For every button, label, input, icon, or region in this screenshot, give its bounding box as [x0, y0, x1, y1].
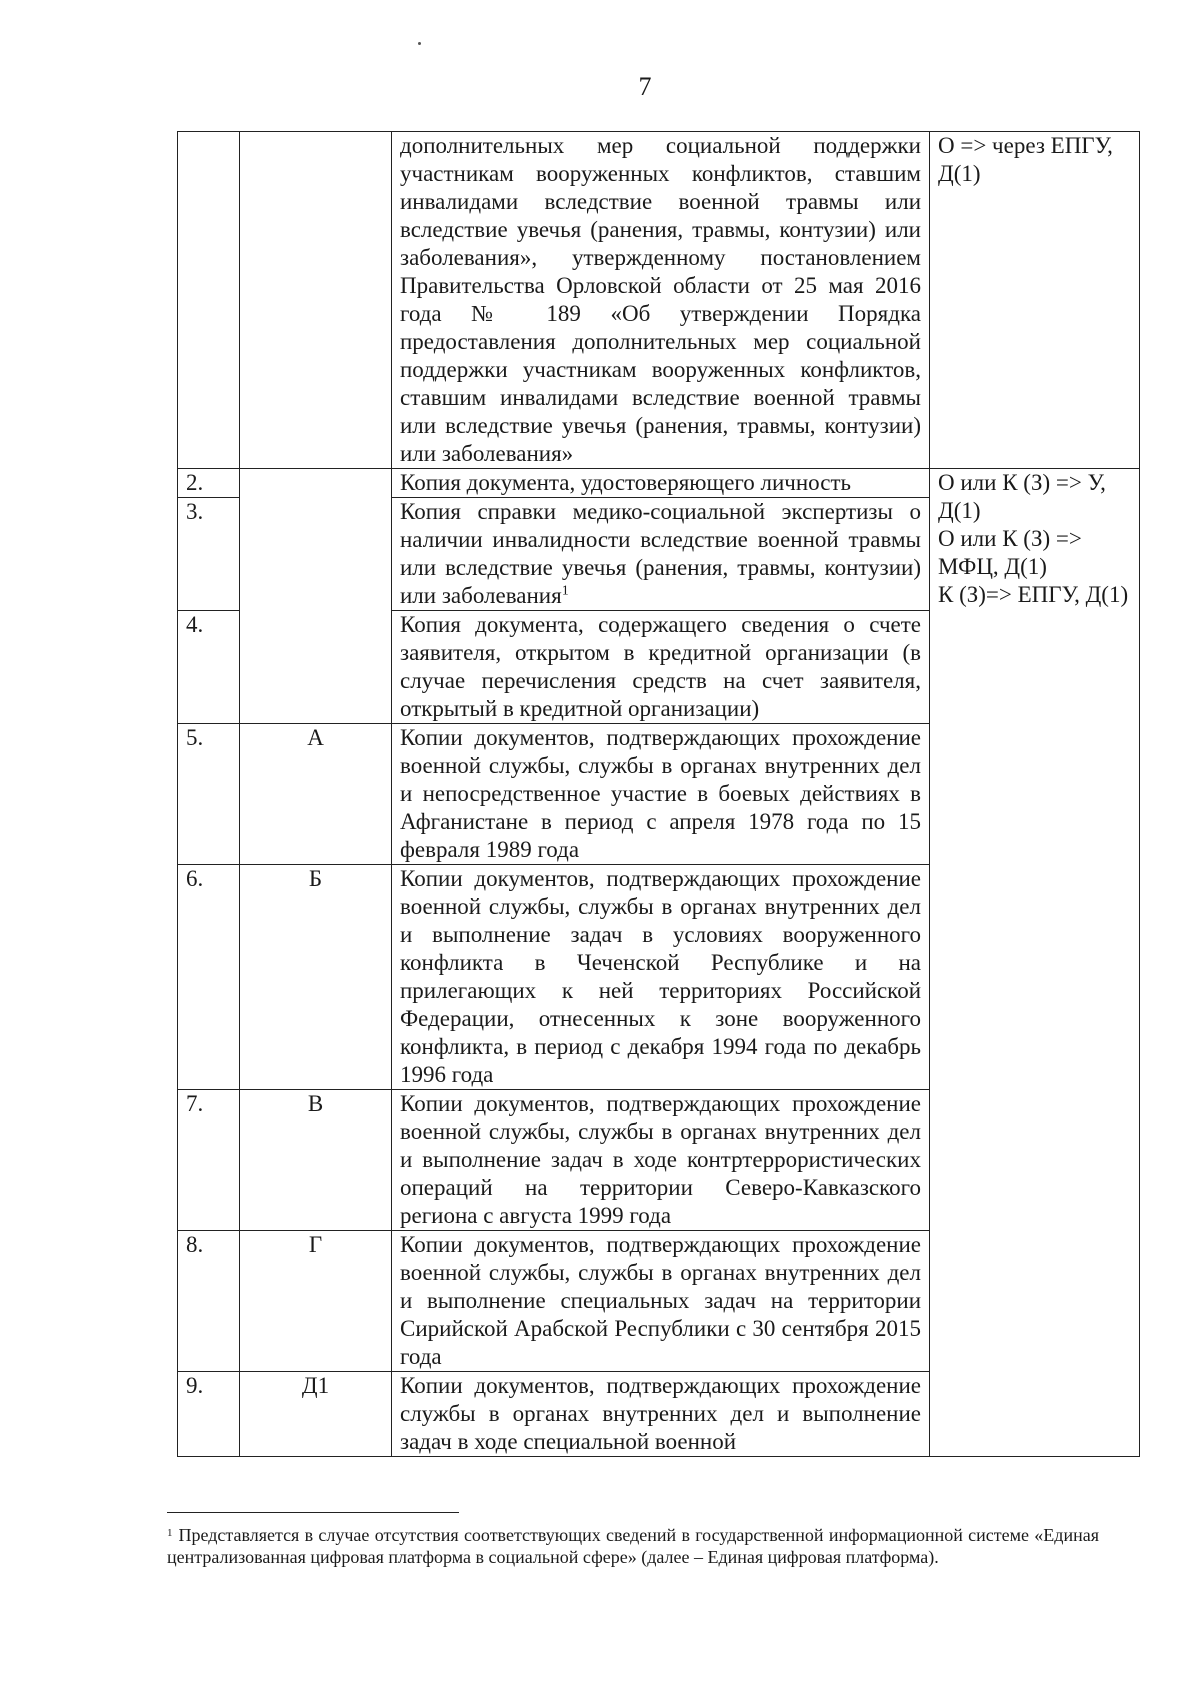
page-number: 7 [638, 72, 652, 101]
category-code: А [240, 724, 392, 865]
document-description: Копия документа, содержащего сведения о счете заявителя, открытом в кредитной организации (в случае перечисления средств на счет заявителя, открытый в кредитной организации) [392, 611, 930, 724]
category-code [240, 132, 392, 469]
submission-method: О => через ЕПГУ, Д(1) [930, 132, 1140, 469]
footnote [167, 1524, 1099, 1568]
table-row [178, 132, 1140, 469]
row-number: 6. [178, 865, 240, 1090]
document-description [392, 498, 930, 611]
category-code: Б [240, 865, 392, 1090]
row-number: 7. [178, 1090, 240, 1231]
document-description: Копии документов, подтверждающих прохождение военной службы, службы в органах внутренних дел и непосредственное участие в боевых действиях в Афганистане в период с апреля 1978 года по 15 февраля 1989 года [392, 724, 930, 865]
document-description: Копии документов, подтверждающих прохождение службы в органах внутренних дел и выполнение задач в ходе специальной военной [392, 1372, 930, 1457]
document-description-text: Копия справки медико-социальной экспертизы о наличии инвалидности вследствие военной травмы или вследствие увечья (ранения, травмы, контузии) или заболевания [400, 499, 921, 608]
submission-method-group [930, 469, 1140, 1457]
submission-method-line: К (З)=> ЕПГУ, Д(1) [938, 582, 1129, 607]
category-code: Г [240, 1231, 392, 1372]
document-description: Копии документов, подтверждающих прохождение военной службы, службы в органах внутренних дел и выполнение специальных задач на территории Сирийской Арабской Республики с 30 сентября 2015 года [392, 1231, 930, 1372]
document-description: Копия документа, удостоверяющего личность [392, 469, 930, 498]
submission-method-line: О или К (З) => У, Д(1) [938, 470, 1106, 523]
footnote-reference: 1 [561, 583, 569, 599]
row-number: 9. [178, 1372, 240, 1457]
row-number [178, 132, 240, 469]
footnote-separator [167, 1512, 459, 1513]
row-number: 3. [178, 498, 240, 611]
footnote-text: Представляется в случае отсутствия соответствующих сведений в государственной информационной системе «Единая централизованная цифровая платформа в социальной сфере» (далее – Единая цифровая платформа). [167, 1525, 1099, 1567]
row-number: 5. [178, 724, 240, 865]
category-code [240, 469, 392, 724]
documents-table [177, 131, 1140, 1457]
row-number: 2. [178, 469, 240, 498]
row-number: 8. [178, 1231, 240, 1372]
footnote-marker: 1 [167, 1527, 173, 1539]
submission-method-line: О или К (З) => МФЦ, Д(1) [938, 526, 1082, 579]
document-description: дополнительных мер социальной поддержки участникам вооруженных конфликтов, ставшим инвалидами вследствие военной травмы или вследствие увечья (ранения, травмы, контузии) или заболевания», утвержденному постановлением Правительства Орловской области от 25 мая 2016 года № 189 «Об утверждении Порядка предоставления дополнительных мер социальной поддержки участникам вооруженных конфликтов, ставшим инвалидами вследствие военной травмы или вследствие увечья (ранения, травмы, контузии) или заболевания» [392, 132, 930, 469]
document-description: Копии документов, подтверждающих прохождение военной службы, службы в органах внутренних дел и выполнение задач в условиях вооруженного конфликта в Чеченской Республике и на прилегающих к ней территориях Российской Федерации, отнесенных к зоне вооруженного конфликта, в период с декабря 1994 года по декабрь 1996 года [392, 865, 930, 1090]
row-number: 4. [178, 611, 240, 724]
table-row [178, 469, 1140, 498]
category-code: В [240, 1090, 392, 1231]
document-description: Копии документов, подтверждающих прохождение военной службы, службы в органах внутренних дел и выполнение задач в ходе контртеррористических операций на территории Северо-Кавказского региона с августа 1999 года [392, 1090, 930, 1231]
category-code: Д1 [240, 1372, 392, 1457]
scan-speck [418, 42, 421, 45]
